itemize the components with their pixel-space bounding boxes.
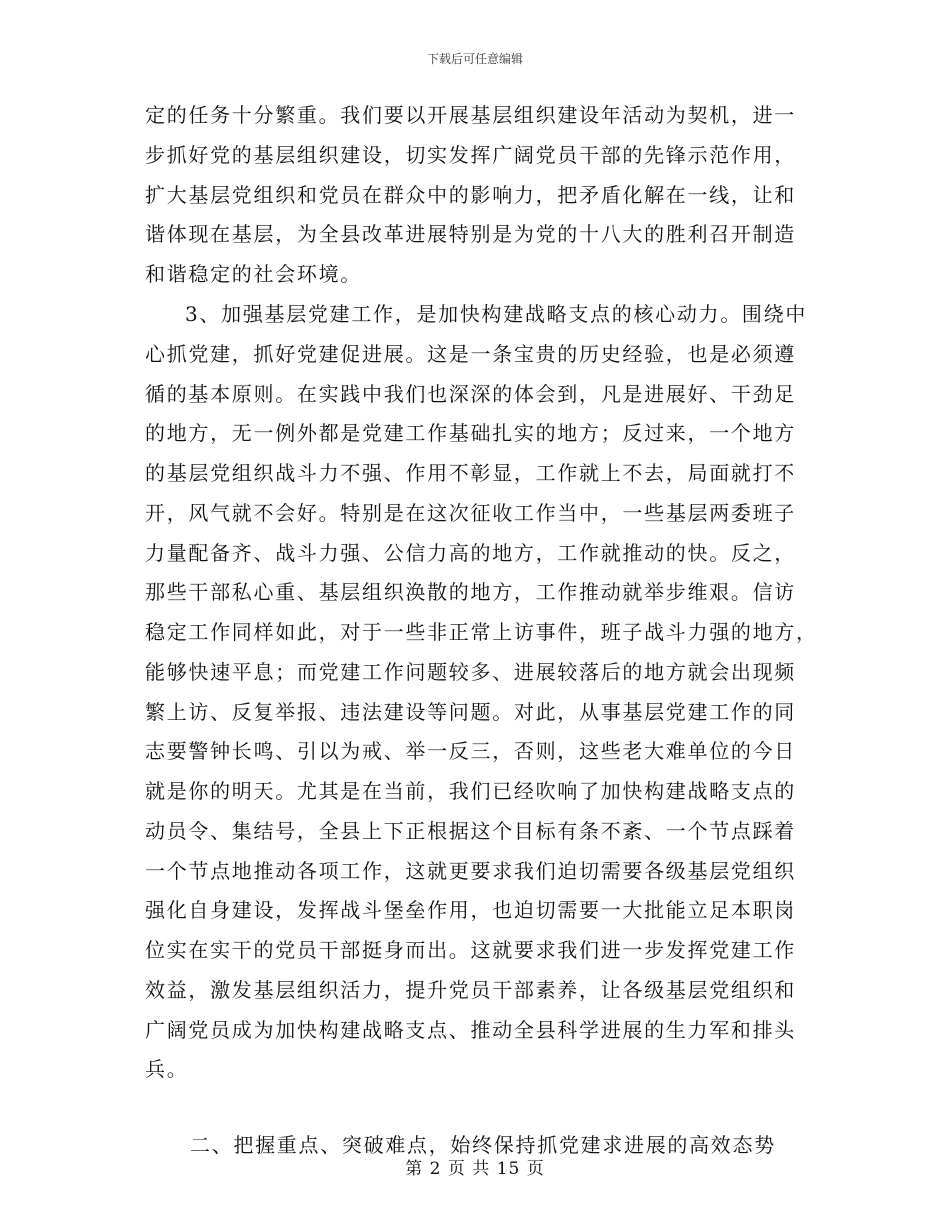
- text-line: 兵。: [145, 1057, 189, 1081]
- text-line: 扩大基层党组织和党员在群众中的影响力，把矛盾化解在一线，让和: [145, 183, 796, 207]
- text-line: 一个节点地推动各项工作，这就更要求我们迫切需要各级基层党组织: [145, 859, 796, 883]
- text-line: 的基层党组织战斗力不强、作用不彰显，工作就上不去，局面就打不: [145, 461, 796, 485]
- text-line: 心抓党建，抓好党建促进展。这是一条宝贵的历史经验，也是必须遵: [145, 342, 796, 366]
- text-line: 强化自身建设，发挥战斗堡垒作用，也迫切需要一大批能立足本职岗: [145, 898, 796, 922]
- text-line: 那些干部私心重、基层组织涣散的地方，工作推动就举步维艰。信访: [145, 580, 796, 604]
- text-line: 和谐稳定的社会环境。: [145, 262, 362, 286]
- text-line: 能够快速平息；而党建工作问题较多、进展较落后的地方就会出现频: [145, 660, 796, 684]
- page-header-note: 下载后可任意编辑: [426, 52, 523, 66]
- text-line: 开，风气就不会好。特别是在这次征收工作当中，一些基层两委班子: [145, 501, 796, 525]
- text-line: 谐体现在基层，为全县改革进展特别是为党的十八大的胜利召开制造: [145, 222, 796, 246]
- text-line: 循的基本原则。在实践中我们也深深的体会到，凡是进展好、干劲足: [145, 382, 796, 406]
- text-line: 3、加强基层党建工作，是加快构建战略支点的核心动力。围绕中: [185, 302, 808, 326]
- text-line: 效益，激发基层组织活力，提升党员干部素养，让各级基层党组织和: [145, 978, 796, 1002]
- text-line: 步抓好党的基层组织建设，切实发挥广阔党员干部的先锋示范作用，: [145, 143, 796, 167]
- text-line: 位实在实干的党员干部挺身而出。这就要求我们进一步发挥党建工作: [145, 938, 796, 962]
- section-heading: 二、把握重点、突破难点，始终保持抓党建求进展的高效态势: [190, 1133, 776, 1157]
- text-line: 就是你的明天。尤其是在当前，我们已经吹响了加快构建战略支点的: [145, 779, 796, 803]
- text-line: 广阔党员成为加快构建战略支点、推动全县科学进展的生力军和排头: [145, 1018, 796, 1042]
- text-line: 定的任务十分繁重。我们要以开展基层组织建设年活动为契机，进一: [145, 103, 796, 127]
- page-number-footer: 第 2 页 共 15 页: [405, 1159, 545, 1179]
- text-line: 稳定工作同样如此，对于一些非正常上访事件，班子战斗力强的地方，: [145, 620, 818, 644]
- text-line: 的地方，无一例外都是党建工作基础扎实的地方；反过来，一个地方: [145, 421, 796, 445]
- text-line: 繁上访、反复举报、违法建设等问题。对此，从事基层党建工作的同: [145, 700, 796, 724]
- text-line: 动员令、集结号，全县上下正根据这个目标有条不紊、一个节点踩着: [145, 819, 796, 843]
- text-line: 力量配备齐、战斗力强、公信力高的地方，工作就推动的快。反之，: [145, 541, 796, 565]
- text-line: 志要警钟长鸣、引以为戒、举一反三，否则，这些老大难单位的今日: [145, 739, 796, 763]
